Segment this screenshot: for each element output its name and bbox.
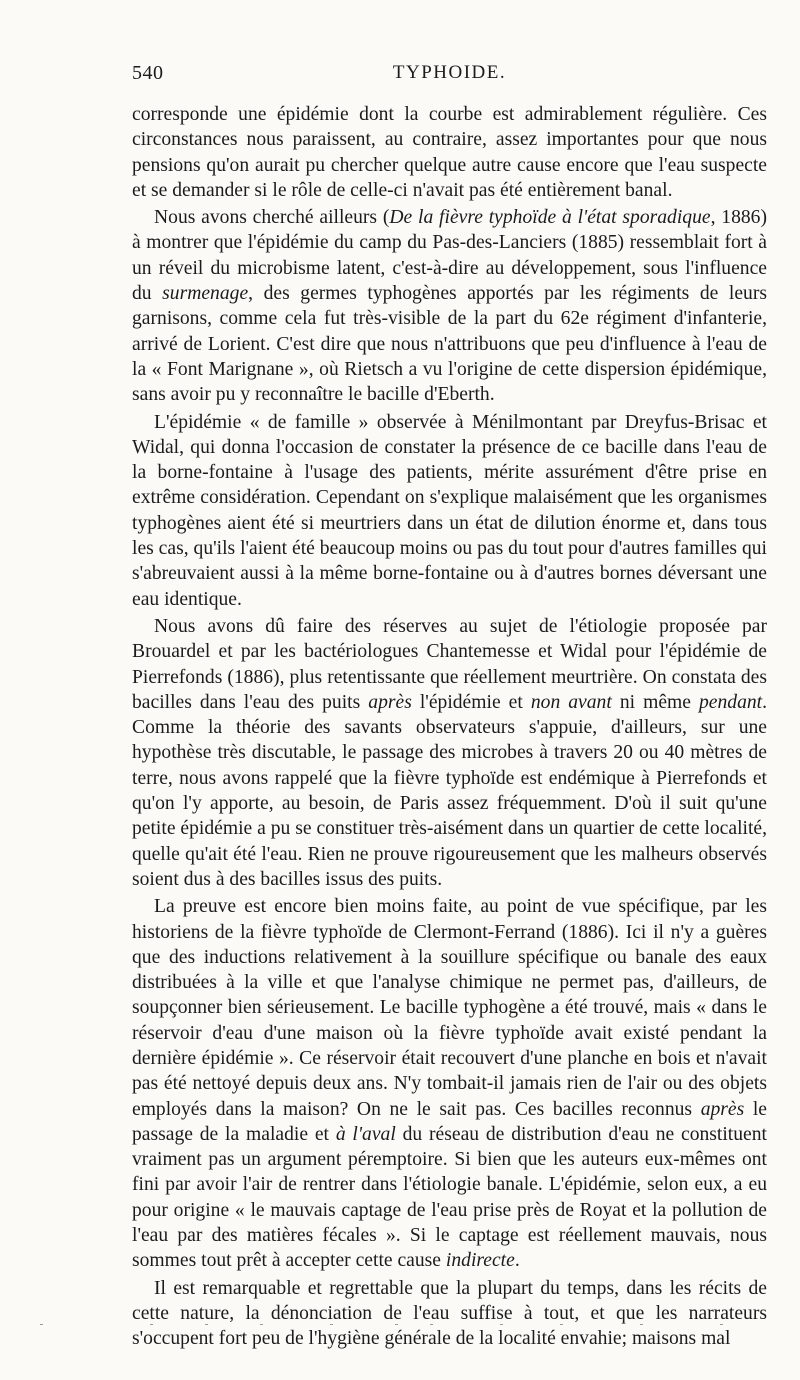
page-number: 540 <box>132 62 164 84</box>
bottom-margin-specks <box>0 1320 800 1330</box>
paragraph <box>132 1276 767 1352</box>
margin-speck <box>430 1324 433 1325</box>
text-run: ni même <box>611 691 699 713</box>
italic-text: pendant <box>699 691 763 713</box>
margin-speck <box>205 1324 208 1325</box>
text-run: , des germes typhogènes apportés par les régiments de leurs garnisons, comme cela fut très-visible de la part du 62e régiment d'infanterie, arrivé de Lorient. C'est dire que nous n'attribuons que peu d'influence à l'eau de la « Font Marignane », où Rietsch a vu l'origine de cette dispersion épidémique, sans avoir pu y reconnaître le bacille d'Eberth. <box>132 283 767 406</box>
italic-text: De la fièvre typhoïde à l'état sporadique <box>389 207 711 229</box>
text-run: , 1886) à montrer que l'épidémie du camp du Pas-des-Lanciers (1885) ressemblait fort à un réveil du microbisme latent, c'est-à-dire au développement, sous l'influence du <box>132 207 767 305</box>
italic-text: après <box>368 691 412 713</box>
margin-speck <box>500 1324 503 1325</box>
italic-text: non avant <box>530 691 612 713</box>
page-header <box>132 62 767 92</box>
text-run: . Comme la théorie des savants observateurs s'appuie, d'ailleurs, sur une hypothèse très discutable, le passage des microbes à travers 20 ou 40 mètres de terre, nous avons rappelé que la fièvre typhoïde est endémique à Pierrefonds et qu'on l'y apporte, au besoin, de Paris assez fréquemment. D'où il suit qu'une petite épidémie a pu se constituer très-aisément dans un quartier de cette localité, quelle qu'ait été l'eau. Rien ne prouve rigoureusement que les malheurs observés soient dus à des bacilles issus des puits. <box>132 691 768 890</box>
italic-text: surmenage <box>162 283 249 305</box>
margin-speck <box>330 1324 333 1325</box>
italic-text: indirecte <box>445 1250 515 1272</box>
text-run: La preuve est encore bien moins faite, au point de vue spécifique, par les historiens de la fièvre typhoïde de Clermont-Ferrand (1886). Ici il n'y a guères que des inductions relativement à la souillure spécifique ou banale des eaux distribuées à la ville et que l'analyse chimique ne permet pas, d'ailleurs, de soupçonner bien sérieusement. Le bacille typhogène a été trouvé, mais « dans le réservoir d'eau d'une maison où la fièvre typhoïde avait existé pendant la dernière épidémie ». Ce réservoir était recouvert d'une planche en bois et n'avait pas été nettoyé depuis deux ans. N'y tombait-il jamais rien de l'air ou des objets employés dans la maison? On ne le sait pas. Ces bacilles reconnus <box>132 896 767 1120</box>
text-run: L'épidémie « de famille » observée à Ménilmontant par Dreyfus-Brisac et Widal, qui donna l'occasion de constater la présence de ce bacille dans l'eau de la borne-fontaine à l'usage des patients, mérite assurément d'être prise en extrême considération. Cependant on s'explique malaisément que les organismes typhogènes aient été si meurtriers dans un état de dilution énorme et, dans tous les cas, qu'ils l'aient été beaucoup moins ou pas du tout pour d'autres familles qui s'abreuvaient aussi à la même borne-fontaine ou à d'autres bornes déversant une eau identique. <box>132 411 767 610</box>
paragraph <box>132 894 767 1273</box>
paragraph <box>132 205 767 407</box>
text-run: Il est remarquable et regrettable que la plupart du temps, dans les récits de cette nature, la dénonciation de l'eau suffise à tout, et que les narrateurs s'occupent fort peu de l'hygiène générale de la localité envahie; maisons mal <box>132 1277 767 1350</box>
italic-text: à l'aval <box>335 1123 396 1145</box>
text-run: Nous avons dû faire des réserves au sujet de l'étiologie proposée par Brouardel et par les bactériologues Chantemesse et Widal pour l'épidémie de Pierrefonds (1886), plus retentissante que réellement meurtrière. On constata des bacilles dans l'eau des puits <box>132 615 767 713</box>
margin-speck <box>560 1324 563 1325</box>
text-run: Nous avons cherché ailleurs ( <box>154 207 390 229</box>
text-run: corresponde une épidémie dont la courbe est admirablement régulière. Ces circonstances nous paraissent, au contraire, assez importantes pour que nous pensions qu'on aurait pu chercher quelque autre cause encore que l'eau suspecte et se demander si le rôle de celle-ci n'avait pas été entièrement banal. <box>132 104 767 201</box>
paragraph <box>132 102 767 203</box>
paragraph <box>132 410 767 612</box>
text-run: l'épidémie et <box>411 691 531 713</box>
italic-text: après <box>700 1098 745 1120</box>
margin-speck <box>395 1324 398 1325</box>
margin-speck <box>720 1324 723 1325</box>
text-run: le passage de la maladie et <box>132 1098 767 1145</box>
text-run: . <box>514 1250 520 1272</box>
margin-speck <box>40 1324 43 1325</box>
paragraph <box>132 614 767 892</box>
margin-speck <box>260 1324 263 1325</box>
running-title: TYPHOIDE. <box>392 62 507 83</box>
text-run: du réseau de distribution d'eau ne constituent vraiment pas un argument péremptoire. Si bien que les auteurs eux-mêmes ont fini par avoir l'air de rentrer dans l'étiologie banale. L'épidémie, selon eux, a eu pour origine « le mauvais captage de l'eau prise près de Royat et la pollution de l'eau par des matières fécales ». Si le captage est réellement mauvais, nous sommes tout prêt à accepter cette cause <box>132 1123 767 1272</box>
margin-speck <box>150 1324 153 1325</box>
body-text <box>132 102 767 1354</box>
margin-speck <box>640 1324 643 1325</box>
